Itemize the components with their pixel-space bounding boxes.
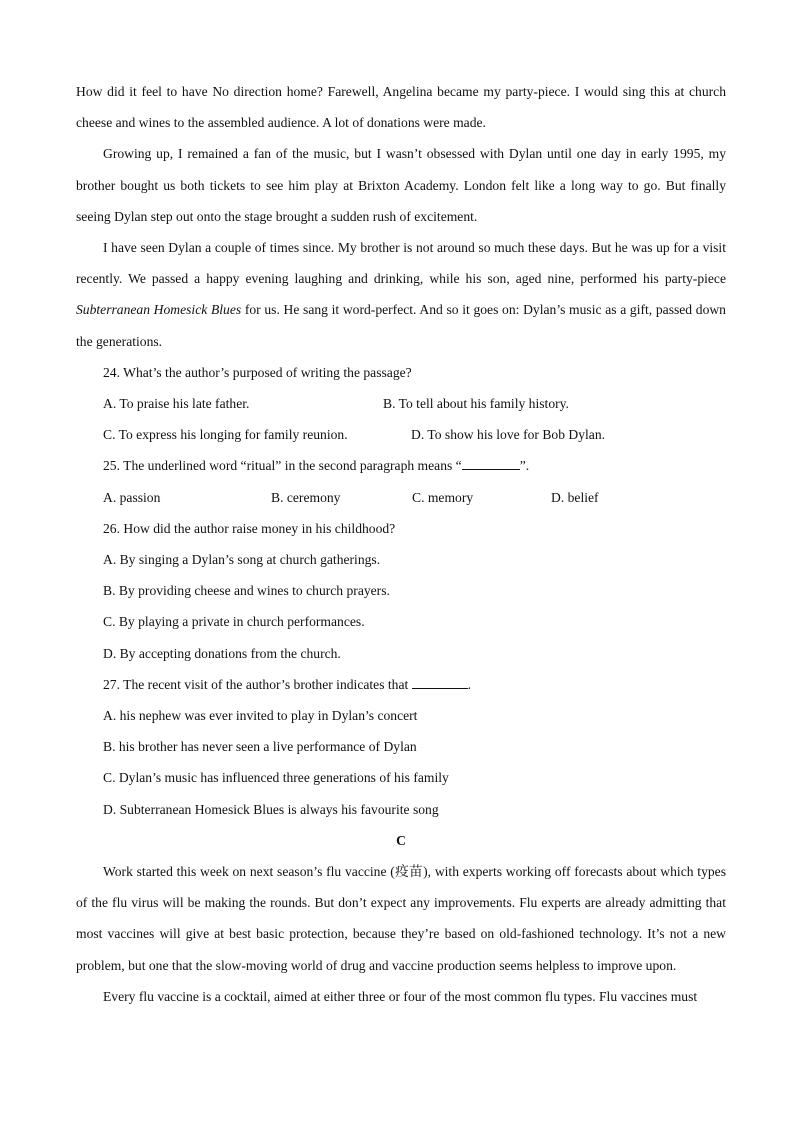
- question-27-option-b: B. his brother has never seen a live performance of Dylan: [103, 739, 417, 755]
- passage-paragraph-3-text-b: for us. He sang it word-perfect. And so it goes on: Dylan’s music as a gift, passed down the generations.: [76, 302, 726, 349]
- question-26-option-b: B. By providing cheese and wines to church prayers.: [103, 583, 390, 599]
- question-25-stem-text-b: ”.: [519, 458, 530, 474]
- question-24-option-d: D. To show his love for Bob Dylan.: [411, 427, 606, 443]
- section-c-paragraph-1: Work started this week on next season’s flu vaccine (疫苗), with experts working off forecasts about which types of the flu virus will be making the rounds. But don’t expect any improvements. Flu experts are already admitting that most vaccines will give at best basic protection, because they’re based on old-fashioned technology. It’s not a new problem, but one that the slow-moving world of drug and vaccine production seems helpless to improve upon.: [76, 864, 726, 973]
- question-24-stem: 24. What’s the author’s purposed of writing the passage?: [103, 364, 412, 380]
- passage-paragraph-2: Growing up, I remained a fan of the music, but I wasn’t obsessed with Dylan until one day in early 1995, my brother bought us both tickets to see him play at Brixton Academy. London felt like a long way to go. But finally seeing Dylan step out onto the stage brought a sudden rush of excitement.: [76, 146, 726, 224]
- question-25-stem: [76, 450, 726, 481]
- question-25-option-d: D. belief: [551, 489, 599, 505]
- question-27-stem: [76, 669, 726, 700]
- question-27-option-c: C. Dylan’s music has influenced three generations of his family: [103, 770, 449, 786]
- song-title-italic: Subterranean Homesick Blues: [76, 302, 242, 318]
- question-27-option-d: D. Subterranean Homesick Blues is always his favourite song: [103, 801, 439, 817]
- question-25-option-b: B. ceremony: [271, 489, 341, 505]
- question-24-options-row-2: [76, 419, 726, 450]
- question-27-stem-text-b: .: [467, 676, 472, 692]
- question-25-blank: [462, 457, 520, 470]
- question-26-option-a: A. By singing a Dylan’s song at church gatherings.: [103, 552, 381, 568]
- section-c-paragraph-2: Every flu vaccine is a cocktail, aimed at either three or four of the most common flu types. Flu vaccines must: [103, 988, 698, 1004]
- question-24-option-c: C. To express his longing for family reunion.: [103, 427, 348, 443]
- question-27-stem-text-a: 27. The recent visit of the author’s brother indicates that: [103, 676, 412, 692]
- question-26-stem: 26. How did the author raise money in his childhood?: [103, 520, 396, 536]
- passage-paragraph-1: How did it feel to have No direction home? Farewell, Angelina became my party-piece. I would sing this at church cheese and wines to the assembled audience. A lot of donations were made.: [76, 84, 726, 131]
- question-24-option-b: B. To tell about his family history.: [383, 396, 569, 412]
- question-24-options-row-1: [76, 388, 726, 419]
- document-page: [76, 76, 726, 1012]
- section-heading: C: [396, 832, 406, 848]
- passage-paragraph-3: [76, 232, 726, 357]
- question-24-option-a: A. To praise his late father.: [103, 396, 250, 412]
- question-26-option-c: C. By playing a private in church performances.: [103, 614, 365, 630]
- question-25-option-a: A. passion: [103, 489, 161, 505]
- question-27-option-a: A. his nephew was ever invited to play in Dylan’s concert: [103, 708, 418, 724]
- question-25-option-c: C. memory: [412, 489, 474, 505]
- question-26-option-d: D. By accepting donations from the church.: [103, 645, 341, 661]
- question-25-stem-text-a: 25. The underlined word “ritual” in the second paragraph means “: [103, 458, 462, 474]
- passage-paragraph-3-text-a: I have seen Dylan a couple of times since. My brother is not around so much these days. But he was up for a visit recently. We passed a happy evening laughing and drinking, while his son, aged nine, performed his party-piece: [76, 240, 726, 287]
- question-25-options-row: [76, 482, 726, 513]
- question-27-blank: [412, 676, 468, 689]
